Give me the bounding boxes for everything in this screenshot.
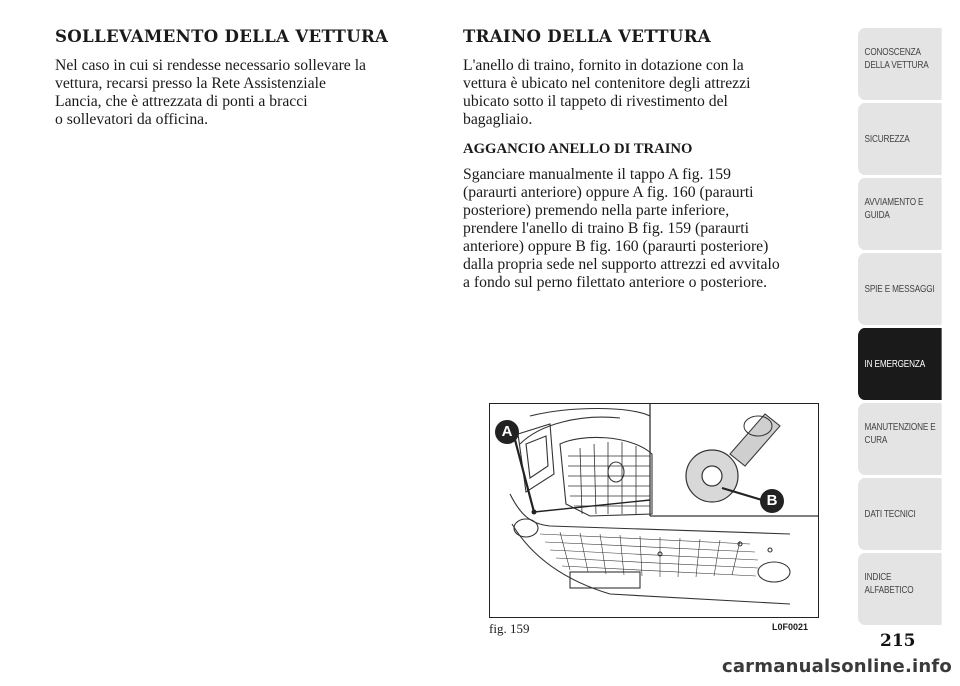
page-number: 215: [880, 631, 916, 651]
figure-caption: fig. 159: [489, 621, 530, 636]
tab-conoscenza[interactable]: CONOSCENZA DELLA VETTURA: [858, 28, 942, 100]
chapter-tabs: [858, 28, 960, 628]
tab-indice[interactable]: INDICE ALFABETICO: [858, 553, 942, 625]
tow-ring-drawing: [686, 414, 780, 502]
tab-sicurezza[interactable]: SICUREZZA: [858, 103, 942, 175]
figure-159: [489, 403, 819, 618]
tab-emergenza[interactable]: IN EMERGENZA: [858, 328, 942, 400]
section-lifting: [55, 26, 435, 129]
bumper-illustration: [490, 404, 819, 618]
callout-a-label: A: [501, 423, 513, 440]
tab-dati-tecnici[interactable]: DATI TECNICI: [858, 478, 942, 550]
lifting-paragraph: Nel caso in cui si rendesse necessario sollevare la vettura, recarsi presso la Rete Assistenziale Lancia, che è attrezzata di ponti a bracci o sollevatori da officina.: [55, 57, 367, 128]
watermark: carmanualsonline.info: [721, 656, 952, 677]
towing-paragraph: L'anello di traino, fornito in dotazione con la vettura è ubicato nel contenitore degli attrezzi ubicato sotto il tappeto di rivestimento del bagagliaio.: [463, 57, 751, 128]
tow-ring-paragraph: Sganciare manualmente il tappo A fig. 159 (paraurti anteriore) oppure A fig. 160 (paraurti posteriore) premendo nella parte inferiore, prendere l'anello di traino B fig. 159 (paraurti anteriore) oppure B fig. 160 (paraurti posteriore) dalla propria sede nel supporto attrezzi ed avvitalo a fondo sul perno filettato anteriore o posteriore.: [463, 166, 780, 291]
figure-code: L0F0021: [772, 622, 809, 632]
section-title-towing: TRAINO DELLA VETTURA: [463, 26, 711, 46]
section-towing: [463, 26, 853, 292]
callout-b-label: B: [766, 492, 778, 509]
section-title-lifting: SOLLEVAMENTO DELLA VETTURA: [55, 26, 389, 46]
tab-spie[interactable]: SPIE E MESSAGGI: [858, 253, 942, 325]
tab-manutenzione[interactable]: MANUTENZIONE E CURA: [858, 403, 942, 475]
tab-avviamento[interactable]: AVVIAMENTO E GUIDA: [858, 178, 942, 250]
subtitle-tow-ring: AGGANCIO ANELLO DI TRAINO: [463, 141, 693, 157]
